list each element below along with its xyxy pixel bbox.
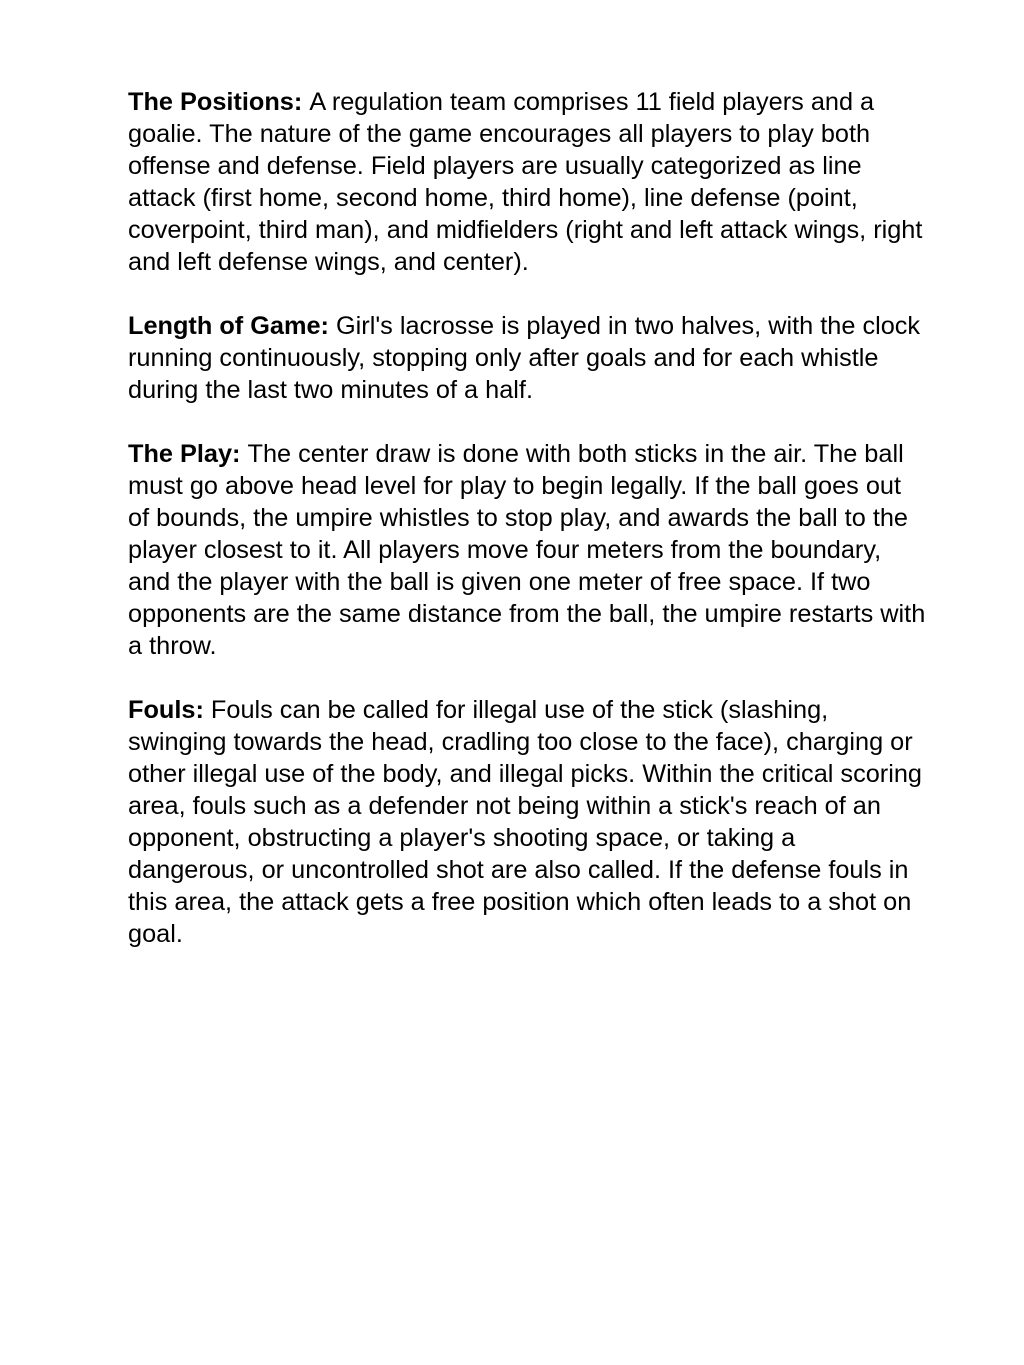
section-body: A regulation team comprises 11 field players and a goalie. The nature of the game encourages all players to play both offense and defense. Field players are usually categorized as line attack (first home, second home, third home), line defense (point, coverpoint, third man), and midfielders (right and left attack wings, right and left defense wings, and center). bbox=[128, 88, 923, 276]
document-page bbox=[128, 86, 928, 982]
section-body: Fouls can be called for illegal use of the stick (slashing, swinging towards the head, cradling too close to the face), charging or other illegal use of the body, and illegal picks. Within the critical scoring area, fouls such as a defender not being within a stick's reach of an opponent, obstructing a player's shooting space, or taking a dangerous, or uncontrolled shot are also called. If the defense fouls in this area, the attack gets a free position which often leads to a shot on goal. bbox=[128, 696, 922, 948]
section-heading: The Positions: bbox=[128, 88, 310, 116]
section-length-of-game bbox=[128, 310, 928, 406]
section-heading: Length of Game: bbox=[128, 312, 336, 340]
section-the-play bbox=[128, 438, 928, 662]
section-body: Girl's lacrosse is played in two halves, with the clock running continuously, stopping only after goals and for each whistle during the last two minutes of a half. bbox=[128, 312, 921, 404]
section-heading: The Play: bbox=[128, 440, 248, 468]
section-body: The center draw is done with both sticks in the air. The ball must go above head level for play to begin legally. If the ball goes out of bounds, the umpire whistles to stop play, and awards the ball to the player closest to it. All players move four meters from the boundary, and the player with the ball is given one meter of free space. If two opponents are the same distance from the ball, the umpire restarts with a throw. bbox=[128, 440, 926, 660]
section-heading: Fouls: bbox=[128, 696, 211, 724]
section-fouls bbox=[128, 694, 928, 950]
section-positions bbox=[128, 86, 928, 278]
